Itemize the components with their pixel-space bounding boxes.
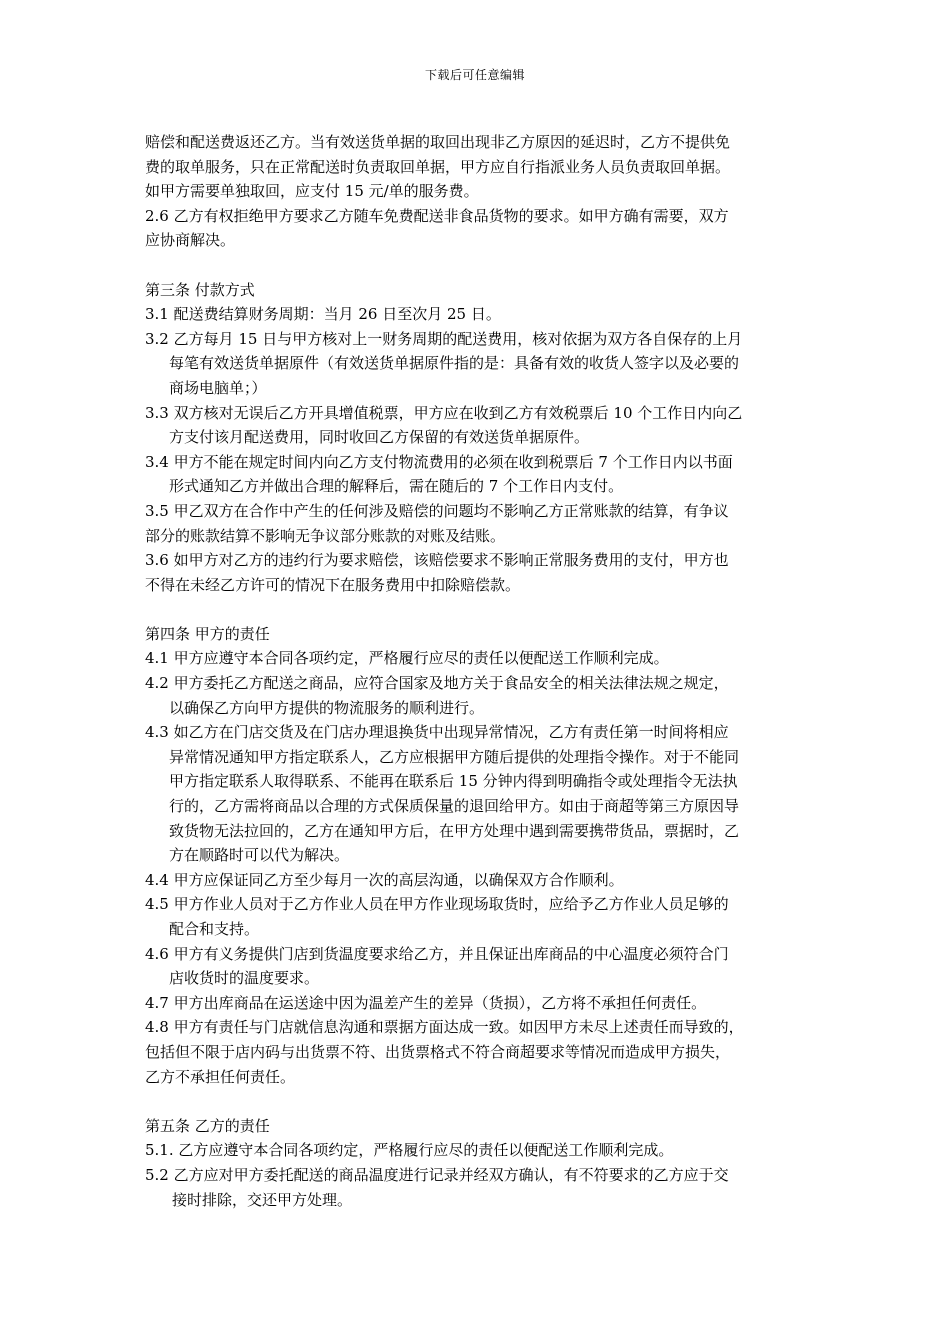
clause-3-1 bbox=[145, 302, 821, 327]
text-line: 5.2 乙方应对甲方委托配送的商品温度进行记录并经双方确认，有不符要求的乙方应于交 bbox=[145, 1165, 729, 1184]
text-line: 4.4 甲方应保证同乙方至少每月一次的高层沟通，以确保双方合作顺利。 bbox=[145, 870, 624, 889]
clause-4-5 bbox=[145, 892, 821, 941]
text-line: 4.1 甲方应遵守本合同各项约定，严格履行应尽的责任以便配送工作顺利完成。 bbox=[145, 649, 669, 668]
text-line: 方支付该月配送费用，同时收回乙方保留的有效送货单据原件。 bbox=[169, 428, 590, 447]
clause-4-1 bbox=[145, 646, 821, 671]
paragraph-gap bbox=[145, 597, 821, 622]
text-line: 2.6 乙方有权拒绝甲方要求乙方随车免费配送非食品货物的要求。如甲方确有需要，双方 bbox=[145, 206, 729, 225]
paragraph-gap bbox=[145, 253, 821, 278]
text-line: 应协商解决。 bbox=[145, 231, 236, 250]
paragraph-gap bbox=[145, 1089, 821, 1114]
text-line: 配合和支持。 bbox=[169, 920, 260, 938]
clause-5-2 bbox=[145, 1163, 821, 1212]
section-4-title: 第四条 甲方的责任 bbox=[145, 624, 270, 643]
text-line: 店收货时的温度要求。 bbox=[169, 969, 320, 988]
clause-3-2 bbox=[145, 327, 821, 401]
text-line: 异常情况通知甲方指定联系人，乙方应根据甲方随后提供的处理指令操作。对于不能同 bbox=[169, 747, 740, 766]
text-line: 3.6 如甲方对乙方的违约行为要求赔偿，该赔偿要求不影响正常服务费用的支付，甲方也 bbox=[145, 551, 729, 570]
text-line: 每笔有效送货单据原件（有效送货单据原件指的是：具备有效的收货人签字以及必要的 bbox=[169, 354, 740, 373]
text-line: 如甲方需要单独取回，应支付 15 元/单的服务费。 bbox=[145, 182, 479, 201]
clause-3-5 bbox=[145, 499, 821, 548]
text-line: 3.5 甲乙双方在合作中产生的任何涉及赔偿的问题均不影响乙方正常账款的结算，有争议 bbox=[145, 501, 729, 520]
text-line: 4.3 如乙方在门店交货及在门店办理退换货中出现异常情况，乙方有责任第一时间将相应 bbox=[145, 723, 729, 742]
text-line: 商场电脑单；） bbox=[169, 378, 267, 397]
text-line: 部分的账款结算不影响无争议部分账款的对账及结账。 bbox=[145, 526, 506, 545]
text-line: 以确保乙方向甲方提供的物流服务的顺利进行。 bbox=[169, 698, 485, 717]
clause-4-3 bbox=[145, 720, 821, 868]
document-body bbox=[145, 130, 821, 1212]
text-line: 5.1. 乙方应遵守本合同各项约定，严格履行应尽的责任以便配送工作顺利完成。 bbox=[145, 1141, 674, 1160]
text-line: 3.1 配送费结算财务周期：当月 26 日至次月 25 日。 bbox=[145, 305, 501, 324]
text-line: 4.7 甲方出库商品在运送途中因为温差产生的差异（货损），乙方将不承担任何责任。 bbox=[145, 993, 707, 1012]
text-line: 不得在未经乙方许可的情况下在服务费用中扣除赔偿款。 bbox=[145, 575, 521, 594]
text-line: 4.2 甲方委托乙方配送之商品，应符合国家及地方关于食品安全的相关法律法规之规定， bbox=[145, 674, 729, 693]
text-line: 形式通知乙方并做出合理的解释后，需在随后的 7 个工作日内支付。 bbox=[169, 477, 624, 496]
text-line: 4.5 甲方作业人员对于乙方作业人员在甲方作业现场取货时，应给予乙方作业人员足够的 bbox=[145, 895, 729, 914]
text-line: 甲方指定联系人取得联系、不能再在联系后 15 分钟内得到明确指令或处理指令无法执 bbox=[169, 772, 738, 791]
text-line: 3.4 甲方不能在规定时间内向乙方支付物流费用的必须在收到税票后 7 个工作日内以书面 bbox=[145, 452, 733, 471]
page-header: 下载后可任意编辑 bbox=[424, 68, 525, 82]
text-line: 方在顺路时可以代为解决。 bbox=[169, 846, 350, 865]
clause-4-4 bbox=[145, 868, 821, 893]
text-line: 乙方不承担任何责任。 bbox=[145, 1067, 296, 1086]
clause-2-6 bbox=[145, 204, 821, 253]
text-line: 包括但不限于店内码与出货票不符、出货票格式不符合商超要求等情况而造成甲方损失， bbox=[145, 1042, 731, 1061]
clause-4-8 bbox=[145, 1015, 821, 1089]
text-line: 4.6 甲方有义务提供门店到货温度要求给乙方，并且保证出库商品的中心温度必须符合门 bbox=[145, 944, 729, 963]
section-3-title: 第三条 付款方式 bbox=[145, 280, 255, 299]
section-5-title: 第五条 乙方的责任 bbox=[145, 1116, 270, 1135]
text-line: 费的取单服务，只在正常配送时负责取回单据，甲方应自行指派业务人员负责取回单据。 bbox=[145, 157, 731, 176]
clause-4-2 bbox=[145, 671, 821, 720]
clause-3-6 bbox=[145, 548, 821, 597]
text-line: 4.8 甲方有责任与门店就信息沟通和票据方面达成一致。如因甲方未尽上述责任而导致的， bbox=[145, 1018, 744, 1037]
text-line: 接时排除，交还甲方处理。 bbox=[172, 1190, 353, 1209]
text-line: 3.3 双方核对无误后乙方开具增值税票，甲方应在收到乙方有效税票后 10 个工作日内向乙 bbox=[145, 403, 743, 422]
text-line: 3.2 乙方每月 15 日与甲方核对上一财务周期的配送费用，核对依据为双方各自保存的上月 bbox=[145, 329, 743, 348]
text-line: 行的，乙方需将商品以合理的方式保质保量的退回给甲方。如由于商超等第三方原因导 bbox=[169, 797, 740, 816]
clause-3-4 bbox=[145, 450, 821, 499]
clause-4-6 bbox=[145, 942, 821, 991]
intro-paragraph bbox=[145, 130, 821, 204]
text-line: 赔偿和配送费返还乙方。当有效送货单据的取回出现非乙方原因的延迟时，乙方不提供免 bbox=[145, 133, 731, 151]
clause-4-7 bbox=[145, 991, 821, 1016]
clause-3-3 bbox=[145, 401, 821, 450]
clause-5-1 bbox=[145, 1138, 821, 1163]
text-line: 致货物无法拉回的，乙方在通知甲方后，在甲方处理中遇到需要携带货品，票据时，乙 bbox=[169, 821, 740, 840]
